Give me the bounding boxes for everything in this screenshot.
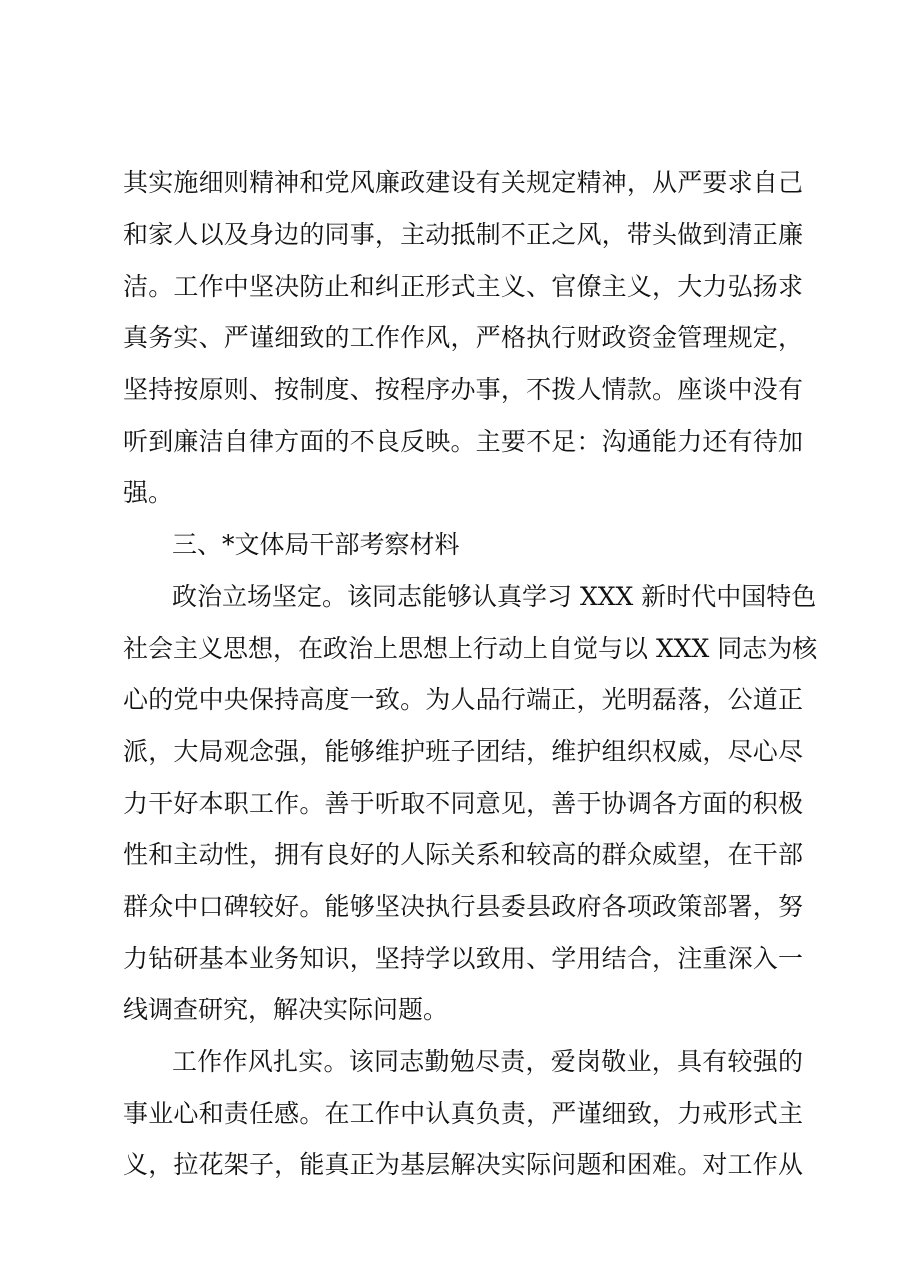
text-line: 心的党中央保持高度一致。为人品行端正，光明磊落，公道正 (123, 685, 803, 714)
text-line: 强。 (123, 478, 174, 507)
text-line: 派，大局观念强，能够维护班子团结，维护组织权威，尽心尽 (123, 737, 803, 766)
text-line: 坚持按原则、按制度、按程序办事，不拨人情款。座谈中没有 (123, 375, 803, 404)
text-line: 社会主义思想，在政治上思想上行动上自觉与以 XXX 同志为核 (123, 634, 818, 663)
section-heading: 三、*文体局干部考察材料 (172, 530, 460, 559)
text-line: 其实施细则精神和党风廉政建设有关规定精神，从严要求自己 (123, 168, 803, 197)
text-line: 和家人以及身边的同事，主动抵制不正之风，带头做到清正廉 (123, 220, 803, 249)
text-line: 洁。工作中坚决防止和纠正形式主义、官僚主义，大力弘扬求 (123, 272, 803, 301)
text-line: 性和主动性，拥有良好的人际关系和较高的群众威望，在干部 (123, 840, 803, 869)
text-line: 听到廉洁自律方面的不良反映。主要不足：沟通能力还有待加 (123, 427, 803, 456)
text-line: 真务实、严谨细致的工作作风，严格执行财政资金管理规定， (123, 323, 803, 352)
text-line: 政治立场坚定。该同志能够认真学习 XXX 新时代中国特色 (172, 582, 817, 611)
text-line: 事业心和责任感。在工作中认真负责，严谨细致，力戒形式主 (123, 1099, 803, 1128)
text-line: 群众中口碑较好。能够坚决执行县委县政府各项政策部署，努 (123, 892, 803, 921)
text-line: 线调查研究，解决实际问题。 (123, 995, 449, 1024)
text-line: 工作作风扎实。该同志勤勉尽责，爱岗敬业，具有较强的 (172, 1047, 803, 1076)
text-line: 义，拉花架子，能真正为基层解决实际问题和困难。对工作从 (123, 1150, 803, 1179)
text-line: 力钻研基本业务知识，坚持学以致用、学用结合，注重深入一 (123, 944, 803, 973)
text-line: 力干好本职工作。善于听取不同意见，善于协调各方面的积极 (123, 789, 803, 818)
